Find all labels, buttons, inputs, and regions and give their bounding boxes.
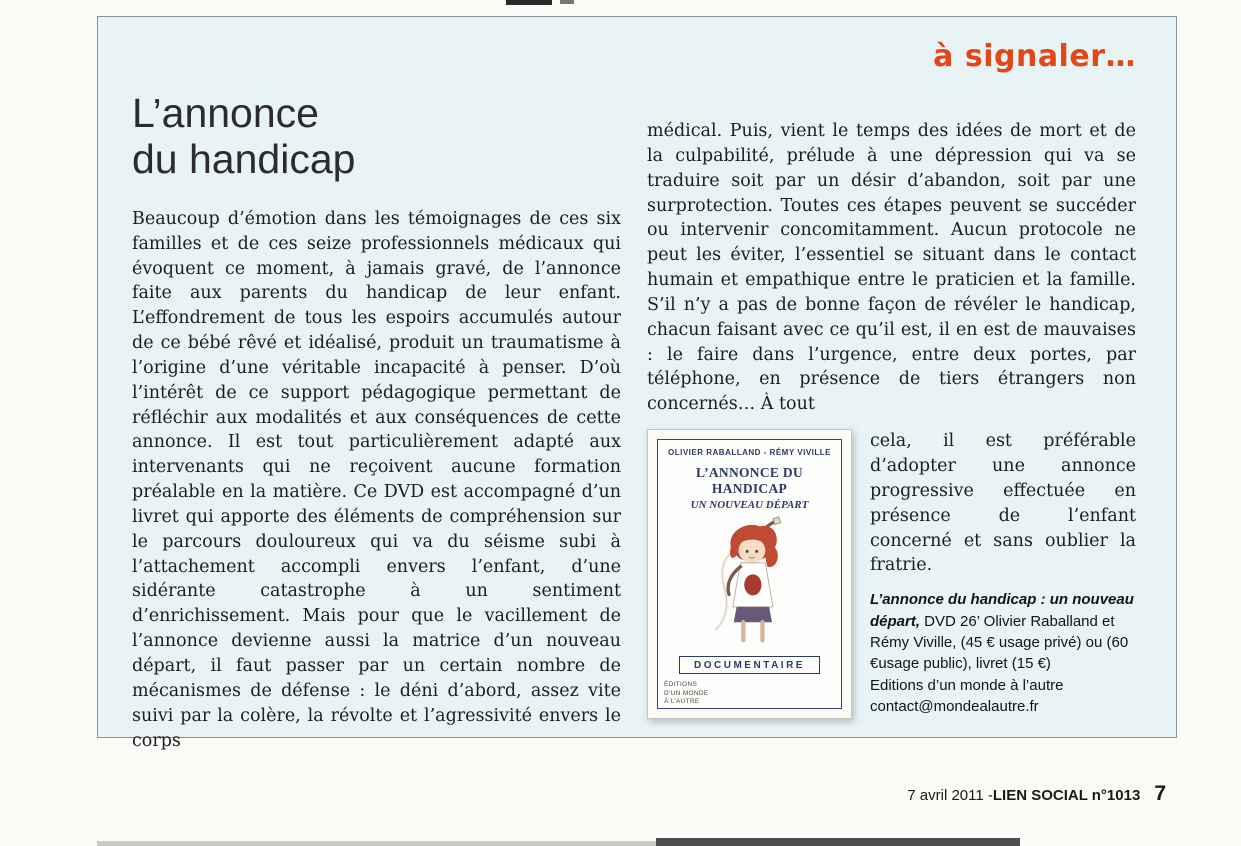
beside-cover <box>870 429 1136 719</box>
caption-publisher: Editions d’un monde à l’autre <box>870 676 1064 694</box>
article-column-left <box>132 85 621 753</box>
article-columns <box>132 85 1136 753</box>
scan-artifact-top <box>506 0 552 5</box>
article-panel <box>97 16 1177 751</box>
scan-artifact-bottom-dark <box>656 838 1020 846</box>
article-column-right <box>647 85 1136 753</box>
article-title-line1: L’annonce <box>132 90 319 136</box>
article-text-wrap: cela, il est préférable d’adopter une annonce progressive effectuée en présence de l’enfant concerné et sans oublier la fratrie. <box>870 431 1136 576</box>
section-label: à signaler… <box>933 39 1136 74</box>
dvd-publisher-logo: ÉDITIONS D’UN MONDE À L’AUTRE <box>664 681 709 705</box>
dvd-title: L’ANNONCE DU HANDICAP <box>696 465 803 497</box>
dvd-genre-label: DOCUMENTAIRE <box>679 656 820 674</box>
dvd-subtitle: UN NOUVEAU DÉPART <box>690 499 809 512</box>
dvd-cover-frame <box>657 439 842 709</box>
article-text-right: médical. Puis, vient le temps des idées de mort et de la culpabilité, prélude à une dépression qui va se traduire soit par un désir d’abandon, soit par une surprotection. Toutes ces étapes peuvent se succéder ou intervenir concomitamment. Aucun protocole ne peut les éviter, l’essentiel se situant dans le contact humain et empathique entre le praticien et la famille. S’il n’y a pas de bonne façon de révéler le handicap, chacun faisant avec ce qu’il est, il en est de mauvaises : le faire dans l’urgence, entre deux portes, par téléphone, en présence de tiers étrangers non concernés… À tout <box>647 121 1136 415</box>
caption-title: L’annonce du handicap : un nouveau départ, <box>870 591 1134 630</box>
scan-artifact-bottom-light <box>97 841 656 846</box>
footer-date: 7 avril 2011 - <box>907 787 993 804</box>
page-footer <box>907 782 1166 806</box>
dvd-cover <box>647 429 852 719</box>
footer-magazine-title: LIEN SOCIAL n°1013 <box>992 787 1141 804</box>
dvd-authors: OLIVIER RABALLAND - RÉMY VIVILLE <box>668 448 831 458</box>
media-row <box>647 429 1136 719</box>
dvd-cover-illustration <box>692 515 808 653</box>
caption-contact-email: contact@mondealautre.fr <box>870 697 1039 715</box>
article-title <box>132 91 621 183</box>
footer-page-number: 7 <box>1154 782 1166 805</box>
article-title-line2: du handicap <box>132 135 356 182</box>
dvd-caption <box>870 589 1136 717</box>
caption-details: DVD 26’ Olivier Raballand et Rémy Viville, (45 € usage privé) ou (60 €usage public), livret (15 €) <box>870 612 1129 673</box>
scan-artifact-top-small <box>560 0 574 4</box>
article-text-left: Beaucoup d’émotion dans les témoignages de ces six familles et de ces seize professionnels médicaux qui évoquent ce moment, à jamais gravé, de l’annonce faite aux parents du handicap de leur enfant. L’effondrement de tous les espoirs accumulés autour de ce bébé rêvé et idéalisé, produit un traumatisme à l’origine d’une véritable incapacité à penser. D’où l’intérêt de ce support pédagogique permettant de réfléchir aux modalités et aux conséquences de cette annonce. Il est tout particulièrement adapté aux intervenants qui ne reçoivent aucune formation préalable en la matière. Ce DVD est accompagné d’un livret qui apporte des éléments de compréhension sur le parcours douloureux qui va du séisme subi à l’attachement accompli envers l’enfant, d’une sidérante catastrophe à un sentiment d’enrichissement. Mais pour que le vacillement de l’annonce devienne aussi la matrice d’un nouveau départ, il faut passer par un certain nombre de mécanismes de défense : le déni d’abord, assez vite suivi par la colère, la révolte et l’agressivité envers le corps <box>132 208 621 751</box>
